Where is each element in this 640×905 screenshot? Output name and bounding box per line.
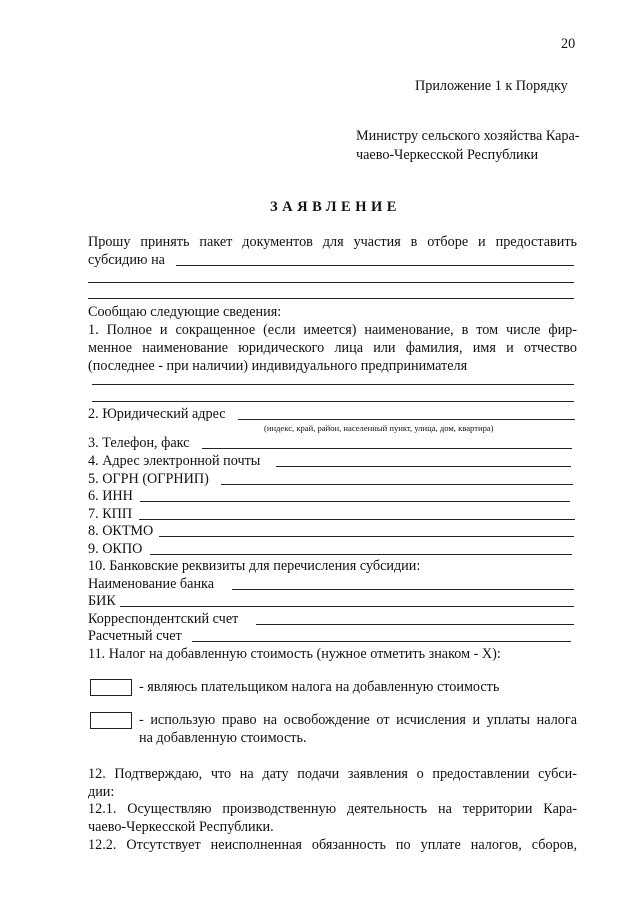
vat-payer-label: - являюсь плательщиком налога на добавленную стоимость	[139, 679, 500, 695]
bank-name-field[interactable]	[232, 589, 574, 590]
bank-heading: 10. Банковские реквизиты для перечисления субсидии:	[88, 558, 421, 574]
ogrn-field[interactable]	[221, 484, 573, 485]
subsidy-label: субсидию на	[88, 252, 165, 268]
kpp-label: 7. КПП	[88, 506, 133, 522]
vat-exempt-label-2: на добавленную стоимость.	[139, 730, 307, 746]
page-number: 20	[561, 36, 576, 52]
appendix-note: Приложение 1 к Порядку	[415, 78, 568, 94]
item12-2-line-1: 12.2. Отсутствует неисполненная обязанность по уплате налогов, сборов,	[88, 837, 577, 853]
inn-label: 6. ИНН	[88, 488, 133, 504]
phone-field[interactable]	[202, 448, 572, 449]
oktmo-label: 8. ОКТМО	[88, 523, 154, 539]
kpp-field[interactable]	[139, 519, 575, 520]
legal-address-hint: (индекс, край, район, населенный пункт, улица, дом, квартира)	[264, 423, 494, 433]
item1-line-3: (последнее - при наличии) индивидуального предпринимателя	[88, 358, 468, 374]
email-label: 4. Адрес электронной почты	[88, 453, 261, 469]
bik-field[interactable]	[120, 606, 574, 607]
subsidy-purpose-field-3[interactable]	[88, 298, 574, 299]
subsidy-purpose-field[interactable]	[176, 265, 574, 266]
okpo-field[interactable]	[150, 554, 572, 555]
addressee-line-2: чаево-Черкесской Республики	[356, 147, 539, 163]
item12-1-line-1: 12.1. Осуществляю производственную деятельность на территории Кара-	[88, 801, 577, 817]
okpo-label: 9. ОКПО	[88, 541, 143, 557]
corr-account-field[interactable]	[256, 624, 574, 625]
vat-exempt-label-1: - использую право на освобождение от исчисления и уплаты налога	[139, 712, 577, 728]
legal-address-label: 2. Юридический адрес	[88, 406, 226, 422]
legal-address-field[interactable]	[238, 419, 575, 420]
oktmo-field[interactable]	[159, 536, 574, 537]
phone-label: 3. Телефон, факс	[88, 435, 190, 451]
info-intro: Сообщаю следующие сведения:	[88, 304, 282, 320]
email-field[interactable]	[276, 466, 571, 467]
vat-exempt-checkbox[interactable]	[90, 712, 132, 729]
item1-line-1: 1. Полное и сокращенное (если имеется) наименование, в том числе фир-	[88, 322, 577, 338]
corr-account-label: Корреспондентский счет	[88, 611, 239, 627]
account-field[interactable]	[192, 641, 571, 642]
bank-name-label: Наименование банка	[88, 576, 215, 592]
applicant-name-field[interactable]	[92, 384, 574, 385]
ogrn-label: 5. ОГРН (ОГРНИП)	[88, 471, 209, 487]
intro-line-1: Прошу принять пакет документов для участия в отборе и предоставить	[88, 234, 577, 250]
applicant-name-field-2[interactable]	[92, 401, 574, 402]
item12-line-1: 12. Подтверждаю, что на дату подачи заявления о предоставлении субси-	[88, 766, 577, 782]
document-title: ЗАЯВЛЕНИЕ	[270, 199, 401, 215]
item12-line-2: дии:	[88, 784, 115, 800]
account-label: Расчетный счет	[88, 628, 182, 644]
vat-payer-checkbox[interactable]	[90, 679, 132, 696]
subsidy-purpose-field-2[interactable]	[88, 282, 574, 283]
item1-line-2: менное наименование юридического лица или фамилия, имя и отчество	[88, 340, 577, 356]
vat-heading: 11. Налог на добавленную стоимость (нужное отметить знаком - X):	[88, 646, 501, 662]
inn-field[interactable]	[140, 501, 570, 502]
item12-1-line-2: чаево-Черкесской Республики.	[88, 819, 274, 835]
bik-label: БИК	[88, 593, 116, 609]
addressee-line-1: Министру сельского хозяйства Кара-	[356, 128, 580, 144]
